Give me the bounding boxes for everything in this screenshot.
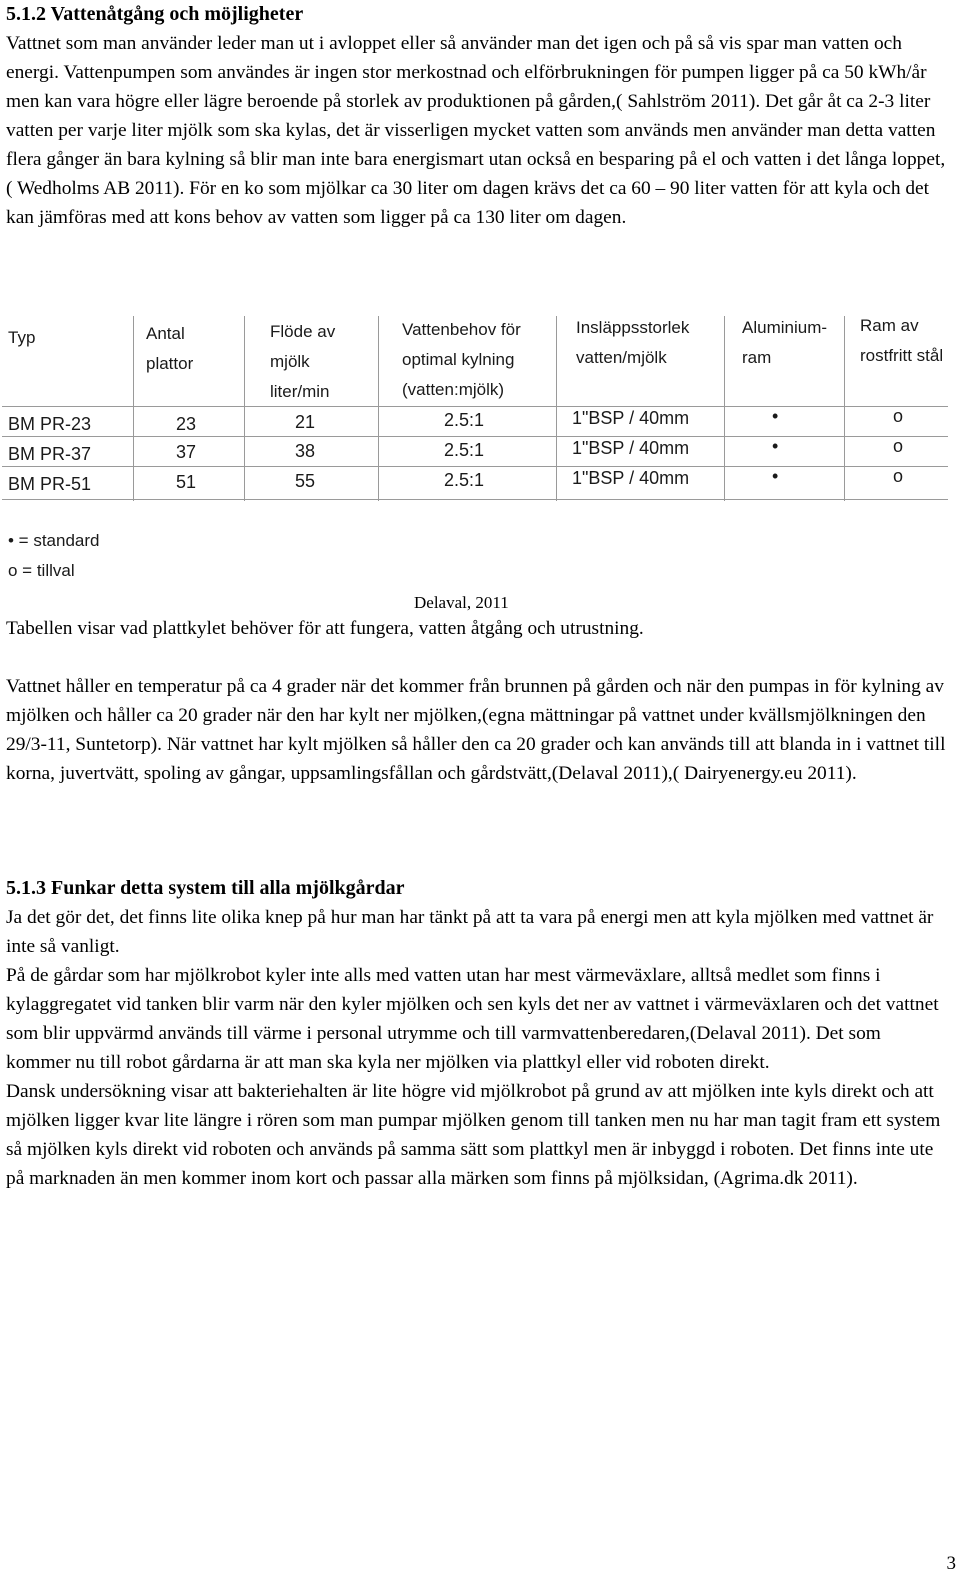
table-cell: o xyxy=(893,436,904,456)
header-aluminium: ram xyxy=(742,348,772,367)
section-5-1-2 xyxy=(6,0,948,232)
page-number: 3 xyxy=(946,1553,956,1574)
table-cell: o xyxy=(893,406,904,426)
table-divider xyxy=(244,316,245,501)
header-flode: liter/min xyxy=(270,382,330,401)
header-vattenbehov: optimal kylning xyxy=(402,350,515,369)
header-antal: Antal xyxy=(146,324,185,343)
header-vattenbehov: (vatten:mjölk) xyxy=(402,380,505,399)
header-aluminium: Aluminium- xyxy=(742,318,828,337)
header-flode: mjölk xyxy=(270,352,310,371)
table-divider xyxy=(844,316,845,501)
table-divider xyxy=(556,316,557,501)
table-cell: 1"BSP / 40mm xyxy=(572,408,690,428)
table-cell: 1"BSP / 40mm xyxy=(572,438,690,458)
table-cell: 21 xyxy=(295,412,316,432)
table-cell: • xyxy=(772,406,779,426)
header-typ: Typ xyxy=(8,328,36,347)
header-antal: plattor xyxy=(146,354,194,373)
table-cell: 55 xyxy=(295,471,316,491)
section-heading: 5.1.2 Vattenåtgång och möjligheter xyxy=(6,3,304,25)
table-cell: 2.5:1 xyxy=(444,410,485,430)
header-flode: Flöde av xyxy=(270,322,336,341)
table-cell: 23 xyxy=(176,414,197,434)
table-source: Delaval, 2011 xyxy=(414,593,509,612)
table-cell: 2.5:1 xyxy=(444,440,485,460)
section-paragraph: Ja det gör det, det finns lite olika knep på hur man har tänkt på att ta vara på energi men att kyla mjölken med vattnet är inte så vanligt. xyxy=(6,907,934,957)
section-5-1-3 xyxy=(6,874,948,1193)
header-rostfritt: rostfritt stål xyxy=(860,346,944,365)
table-divider xyxy=(378,316,379,501)
table-cell: • xyxy=(772,436,779,456)
section-paragraph: Dansk undersökning visar att bakteriehalten är lite högre vid mjölkrobot på grund av att mjölken inte kyls direkt och att mjölken ligger kvar lite längre i rören som man pumpar mjölken genom till tanken men nu har man tagit fram ett system så mjölken kyls direkt vid roboten och används på samma sätt som plattkyl men är inbyggd i roboten. Det finns inte ute på marknaden än men kommer inom kort och passar alla märken som finns på mjölksidan, (Agrima.dk 2011). xyxy=(6,1081,941,1189)
section-paragraph: Vattnet som man använder leder man ut i avloppet eller så använder man det igen och på så vis spar man vatten och energi. Vattenpumpen som användes är ingen stor merkostnad och elförbrukningen för pumpen ligger på ca 50 kWh/år men kan vara högre eller lägre beroende på storlek av produktionen på gården,( Sahlström 2011). Det går åt ca 2-3 liter vatten per varje liter mjölk som ska kylas, det är visserligen mycket vatten som används men använder man detta vatten flera gånger än bara kylning så blir man inte bara energismart utan också en besparing på el och vatten i det långa loppet,( Wedholms AB 2011). För en ko som mjölkar ca 30 liter om dagen krävs det ca 60 – 90 liter vatten för att kyla och det kan jämföras med att kons behov av vatten som ligger på ca 130 liter om dagen. xyxy=(6,33,946,228)
temperature-paragraph: Vattnet håller en temperatur på ca 4 grader när det kommer från brunnen på gården och när den pumpas in för kylning av mjölken och håller ca 20 grader när den har kylt ner mjölken,(egna mättningar på vattnet under kvällsmjölkningen den 29/3-11, Suntetorp). När vattnet har kylt mjölken så håller den ca 20 grader och kan används till att blanda in i vattnet till korna, juvertvätt, spoling av gångar, uppsamlingsfållan och gårdstvätt,(Delaval 2011),( Dairyenergy.eu 2011). xyxy=(6,676,946,784)
header-inslappsstorlek: Insläppsstorlek xyxy=(576,318,690,337)
header-inslappsstorlek: vatten/mjölk xyxy=(576,348,667,367)
table-cell: 38 xyxy=(295,441,316,461)
legend-standard: • = standard xyxy=(8,531,100,550)
table-cell: 1"BSP / 40mm xyxy=(572,468,690,488)
table-row-type: BM PR-37 xyxy=(8,444,92,464)
table-row-type: BM PR-23 xyxy=(8,414,92,434)
table-cell: 37 xyxy=(176,442,197,462)
table-cell: • xyxy=(772,466,779,486)
plate-cooler-table xyxy=(0,312,955,592)
table-divider xyxy=(724,316,725,501)
after-table-block xyxy=(6,614,948,788)
table-legend xyxy=(8,526,99,586)
table-cell: 51 xyxy=(176,472,197,492)
table-cell: o xyxy=(893,466,904,486)
header-vattenbehov: Vattenbehov för xyxy=(402,320,521,339)
section-heading: 5.1.3 Funkar detta system till alla mjölkgårdar xyxy=(6,877,405,899)
section-paragraph: På de gårdar som har mjölkrobot kyler inte alls med vatten utan har mest värmeväxlare, alltså medlet som finns i kylaggregatet vid tanken blir varm när den kyler mjölken och sen kyls det ner av vattnet i värmeväxlaren och det vattnet som blir uppvärmd används till värme i personal utrymme och till varmvattenberedaren,(Delaval 2011). Det som kommer nu till robot gårdarna är att man ska kyla ner mjölken via plattkyl eller vid roboten direkt. xyxy=(6,965,939,1073)
table-divider xyxy=(133,316,134,501)
table-caption: Tabellen visar vad plattkylet behöver för att fungera, vatten åtgång och utrustning. xyxy=(6,618,644,639)
table-cell: 2.5:1 xyxy=(444,470,485,490)
header-rostfritt: Ram av xyxy=(860,316,919,335)
legend-tillval: o = tillval xyxy=(8,561,75,580)
table-row-type: BM PR-51 xyxy=(8,474,92,494)
table-divider xyxy=(2,499,948,500)
